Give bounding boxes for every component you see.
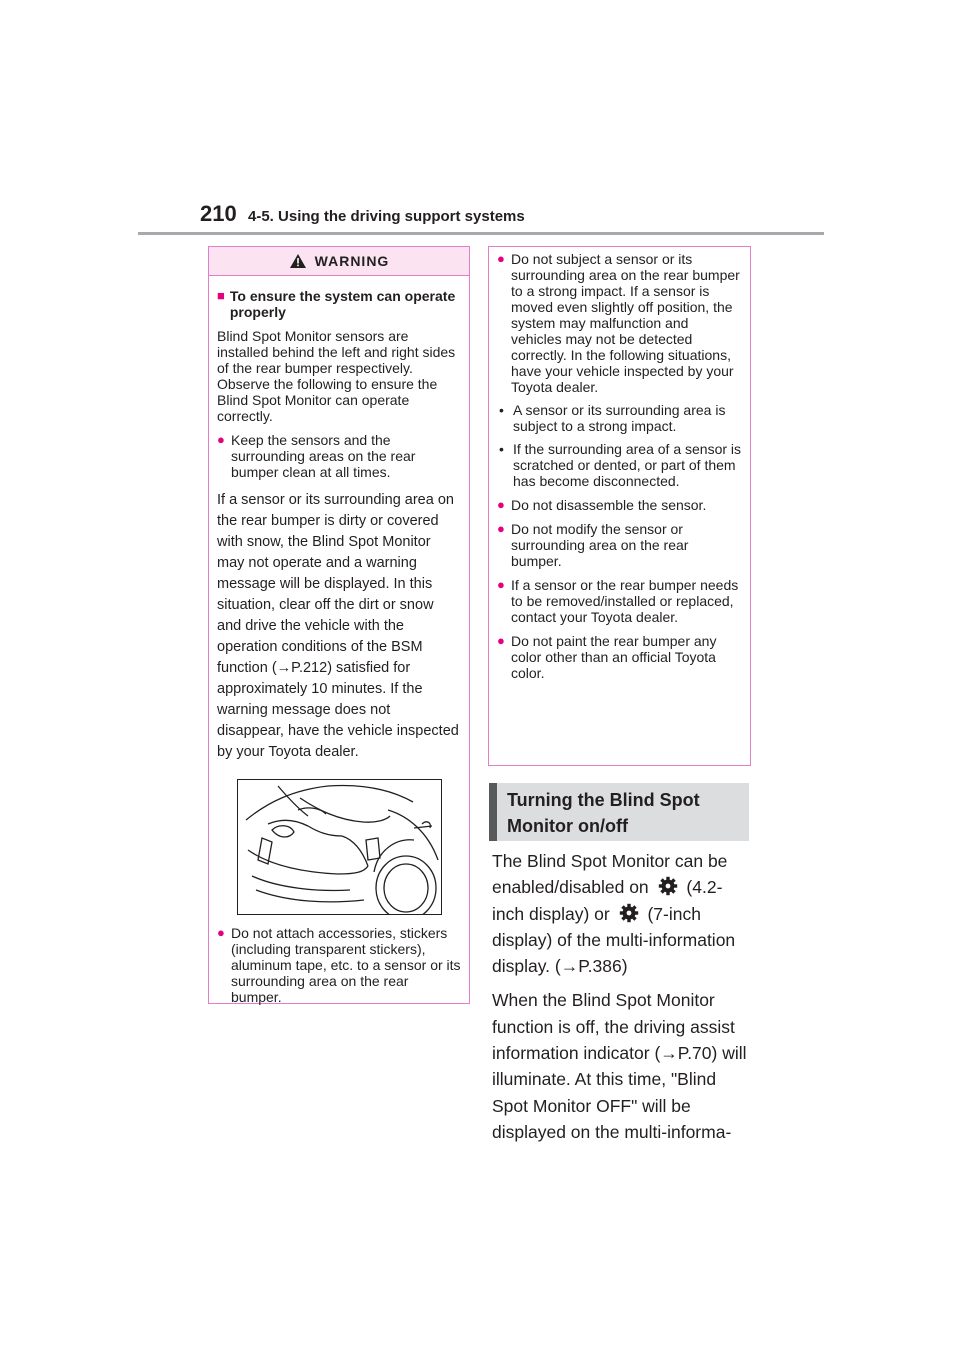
rear-bumper-illustration <box>237 779 442 915</box>
list-item: ● If a sensor or the rear bumper needs to be removed/installed or replaced, contact your Toyota dealer. <box>497 577 739 625</box>
warning-subheading: ■ To ensure the system can operate properly <box>217 288 456 320</box>
warning-header <box>209 247 469 276</box>
page-number: 210 <box>200 201 237 226</box>
gear-icon <box>658 876 678 896</box>
list-item: ● Do not attach accessories, stickers (including transparent stickers), aluminum tape, etc. to a sensor or its surrounding area on the rear bumper. <box>217 925 461 1005</box>
warning-box-right <box>488 246 751 766</box>
header-rule <box>138 232 824 235</box>
page-reference-link[interactable]: P.212 <box>291 660 328 676</box>
square-marker-icon: ■ <box>217 288 225 303</box>
list-item: ● Do not subject a sensor or its surrounding area on the rear bumper to a strong impact. If a sensor is moved even slightly off position, the system may malfunction and vehicles may not be detected correctly. In the following situations, have your vehicle inspected by your Toyota dealer. <box>497 251 740 395</box>
list-item: ● Do not modify the sensor or surrounding area on the rear bumper. <box>497 521 689 569</box>
arrow-icon: → <box>276 660 292 676</box>
car-rear-illustration <box>238 780 442 915</box>
arrow-icon: → <box>660 1043 678 1064</box>
bullet-icon: ● <box>497 497 505 512</box>
arrow-icon: → <box>560 956 579 977</box>
page-reference-link[interactable]: P.386 <box>578 956 622 977</box>
list-item: ● Do not paint the rear bumper any color other than an official Toyota color. <box>497 633 717 681</box>
bullet-icon: ● <box>497 577 505 592</box>
list-item: ● Keep the sensors and the surrounding areas on the rear bumper clean at all times. <box>217 432 416 480</box>
bullet-icon: ● <box>217 432 225 447</box>
bullet-icon: ● <box>217 925 225 940</box>
warning-box-left <box>208 246 470 1004</box>
bullet-icon: ● <box>497 521 505 536</box>
page-reference-link[interactable]: P.70 <box>677 1043 712 1064</box>
warning-intro: Blind Spot Monitor sensors are installed behind the left and right sides of the rear bumper respectively. Observe the following to ensure the Blind Spot Monitor can operate correctly. <box>217 328 456 424</box>
section-title: 4-5. Using the driving support systems <box>248 208 525 225</box>
body-paragraph: When the Blind Spot Monitor function is off, the driving assist information indicator (→P.70) will illuminate. At this time, "Blind Spot Monitor OFF" will be displayed on the multi-informa- <box>492 990 747 1142</box>
gear-icon <box>619 903 639 923</box>
dash-bullet-icon: • <box>499 441 504 457</box>
body-paragraph: The Blind Spot Monitor can be enabled/disabled on (4.2-inch display) or (7-inch display) of the multi-information display. (→P.386) <box>492 851 736 977</box>
section-heading: Turning the Blind Spot Monitor on/off <box>489 783 749 841</box>
bullet-icon: ● <box>497 633 505 648</box>
dash-bullet-icon: • <box>499 402 504 418</box>
section-body <box>492 848 754 1145</box>
list-item: ● Do not disassemble the sensor. <box>497 497 707 513</box>
sub-list-item: • If the surrounding area of a sensor is scratched or dented, or part of them has become disconnected. <box>499 441 742 489</box>
warning-title: WARNING <box>314 253 390 269</box>
warning-triangle-icon <box>289 253 307 269</box>
bullet-icon: ● <box>497 251 505 266</box>
warning-paragraph: If a sensor or its surrounding area on the rear bumper is dirty or covered with snow, the Blind Spot Monitor may not operate and a warning message will be displayed. In this situation, clear off the dirt or snow and drive the vehicle with the operation conditions of the BSM function (→P.212) satisfied for approximately 10 minutes. If the warning message does not disappear, have the vehicle inspected by your Toyota dealer. <box>217 492 459 760</box>
sub-list-item: • A sensor or its surrounding area is subject to a strong impact. <box>499 402 726 434</box>
